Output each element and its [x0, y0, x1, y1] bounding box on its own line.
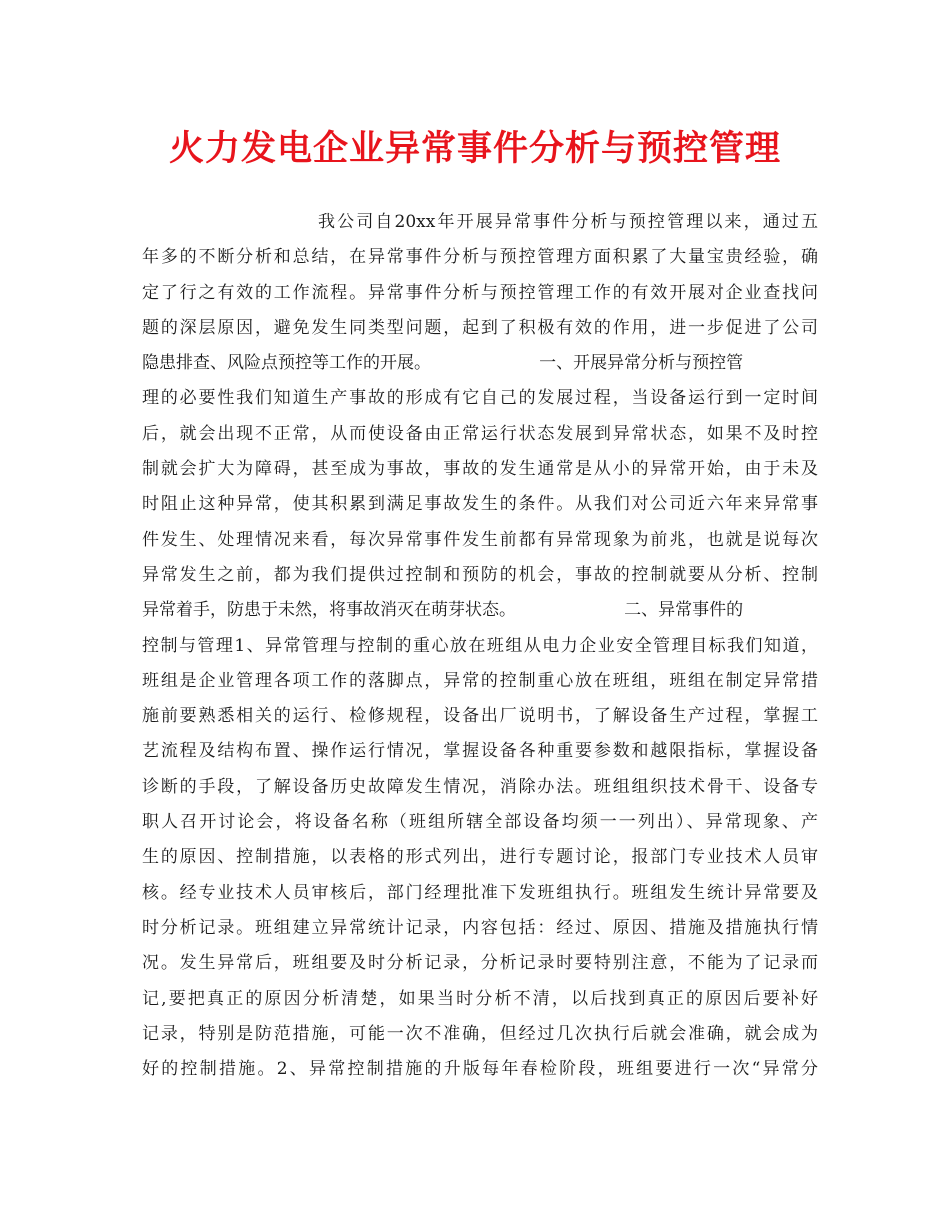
body-line: 控制与管理1、异常管理与控制的重心放在班组从电力企业安全管理目标我们知道， — [142, 635, 818, 656]
body-line: 好的控制措施。2、异常控制措施的升版每年春检阶段，班组要进行一次“异常分 — [142, 1059, 818, 1080]
body-line: 异常着手，防患于未然，将事故消灭在萌芽状态。 二、异常事件的 — [142, 600, 744, 621]
body-line: 施前要熟悉相关的运行、检修规程，设备出厂说明书，了解设备生产过程，掌握工 — [142, 706, 818, 727]
body-line: 时分析记录。班组建立异常统计记录，内容包括：经过、原因、措施及措施执行情 — [142, 917, 818, 938]
body-line: 年多的不断分析和总结，在异常事件分析与预控管理方面积累了大量宝贵经验，确 — [142, 247, 818, 268]
body-line: 隐患排查、风险点预控等工作的开展。 一、开展异常分析与预控管 — [142, 353, 744, 374]
body-line: 理的必要性我们知道生产事故的形成有它自己的发展过程，当设备运行到一定时间 — [142, 388, 818, 409]
body-line: 题的深层原因，避免发生同类型问题，起到了积极有效的作用，进一步促进了公司 — [142, 317, 818, 338]
body-line: 况。发生异常后，班组要及时分析记录，分析记录时要特别注意，不能为了记录而 — [142, 953, 818, 974]
body-line: 记,要把真正的原因分析清楚，如果当时分析不清，以后找到真正的原因后要补好 — [142, 988, 818, 1009]
body-line: 核。经专业技术人员审核后，部门经理批准下发班组执行。班组发生统计异常要及 — [142, 882, 818, 903]
body-line: 职人召开讨论会，将设备名称（班组所辖全部设备均须一一列出）、异常现象、产 — [142, 812, 818, 833]
body-line: 生的原因、控制措施，以表格的形式列出，进行专题讨论，报部门专业技术人员审 — [142, 847, 818, 868]
body-line: 后，就会出现不正常，从而使设备由正常运行状态发展到异常状态，如果不及时控 — [142, 423, 818, 444]
body-line: 时阻止这种异常，使其积累到满足事故发生的条件。从我们对公司近六年来异常事 — [142, 494, 818, 515]
body-line: 异常发生之前，都为我们提供过控制和预防的机会，事故的控制就要从分析、控制 — [142, 564, 818, 585]
body-line: 我公司自20xx年开展异常事件分析与预控管理以来，通过五 — [318, 212, 818, 232]
body-line: 诊断的手段，了解设备历史故障发生情况，消除办法。班组组织技术骨干、设备专 — [142, 776, 818, 797]
body-line: 定了行之有效的工作流程。异常事件分析与预控管理工作的有效开展对企业查找问 — [142, 282, 818, 303]
body-line: 班组是企业管理各项工作的落脚点，异常的控制重心放在班组，班组在制定异常措 — [142, 670, 818, 691]
body-line: 件发生、处理情况来看，每次异常事件发生前都有异常现象为前兆，也就是说每次 — [142, 529, 818, 550]
document-body — [142, 205, 818, 1087]
document-title: 火力发电企业异常事件分析与预控管理 — [168, 128, 781, 169]
body-line: 艺流程及结构布置、操作运行情况，掌握设备各种重要参数和越限指标，掌握设备 — [142, 741, 818, 762]
body-line: 制就会扩大为障碍，甚至成为事故，事故的发生通常是从小的异常开始，由于未及 — [142, 459, 818, 480]
body-line: 记录，特别是防范措施，可能一次不准确，但经过几次执行后就会准确，就会成为 — [142, 1023, 818, 1044]
